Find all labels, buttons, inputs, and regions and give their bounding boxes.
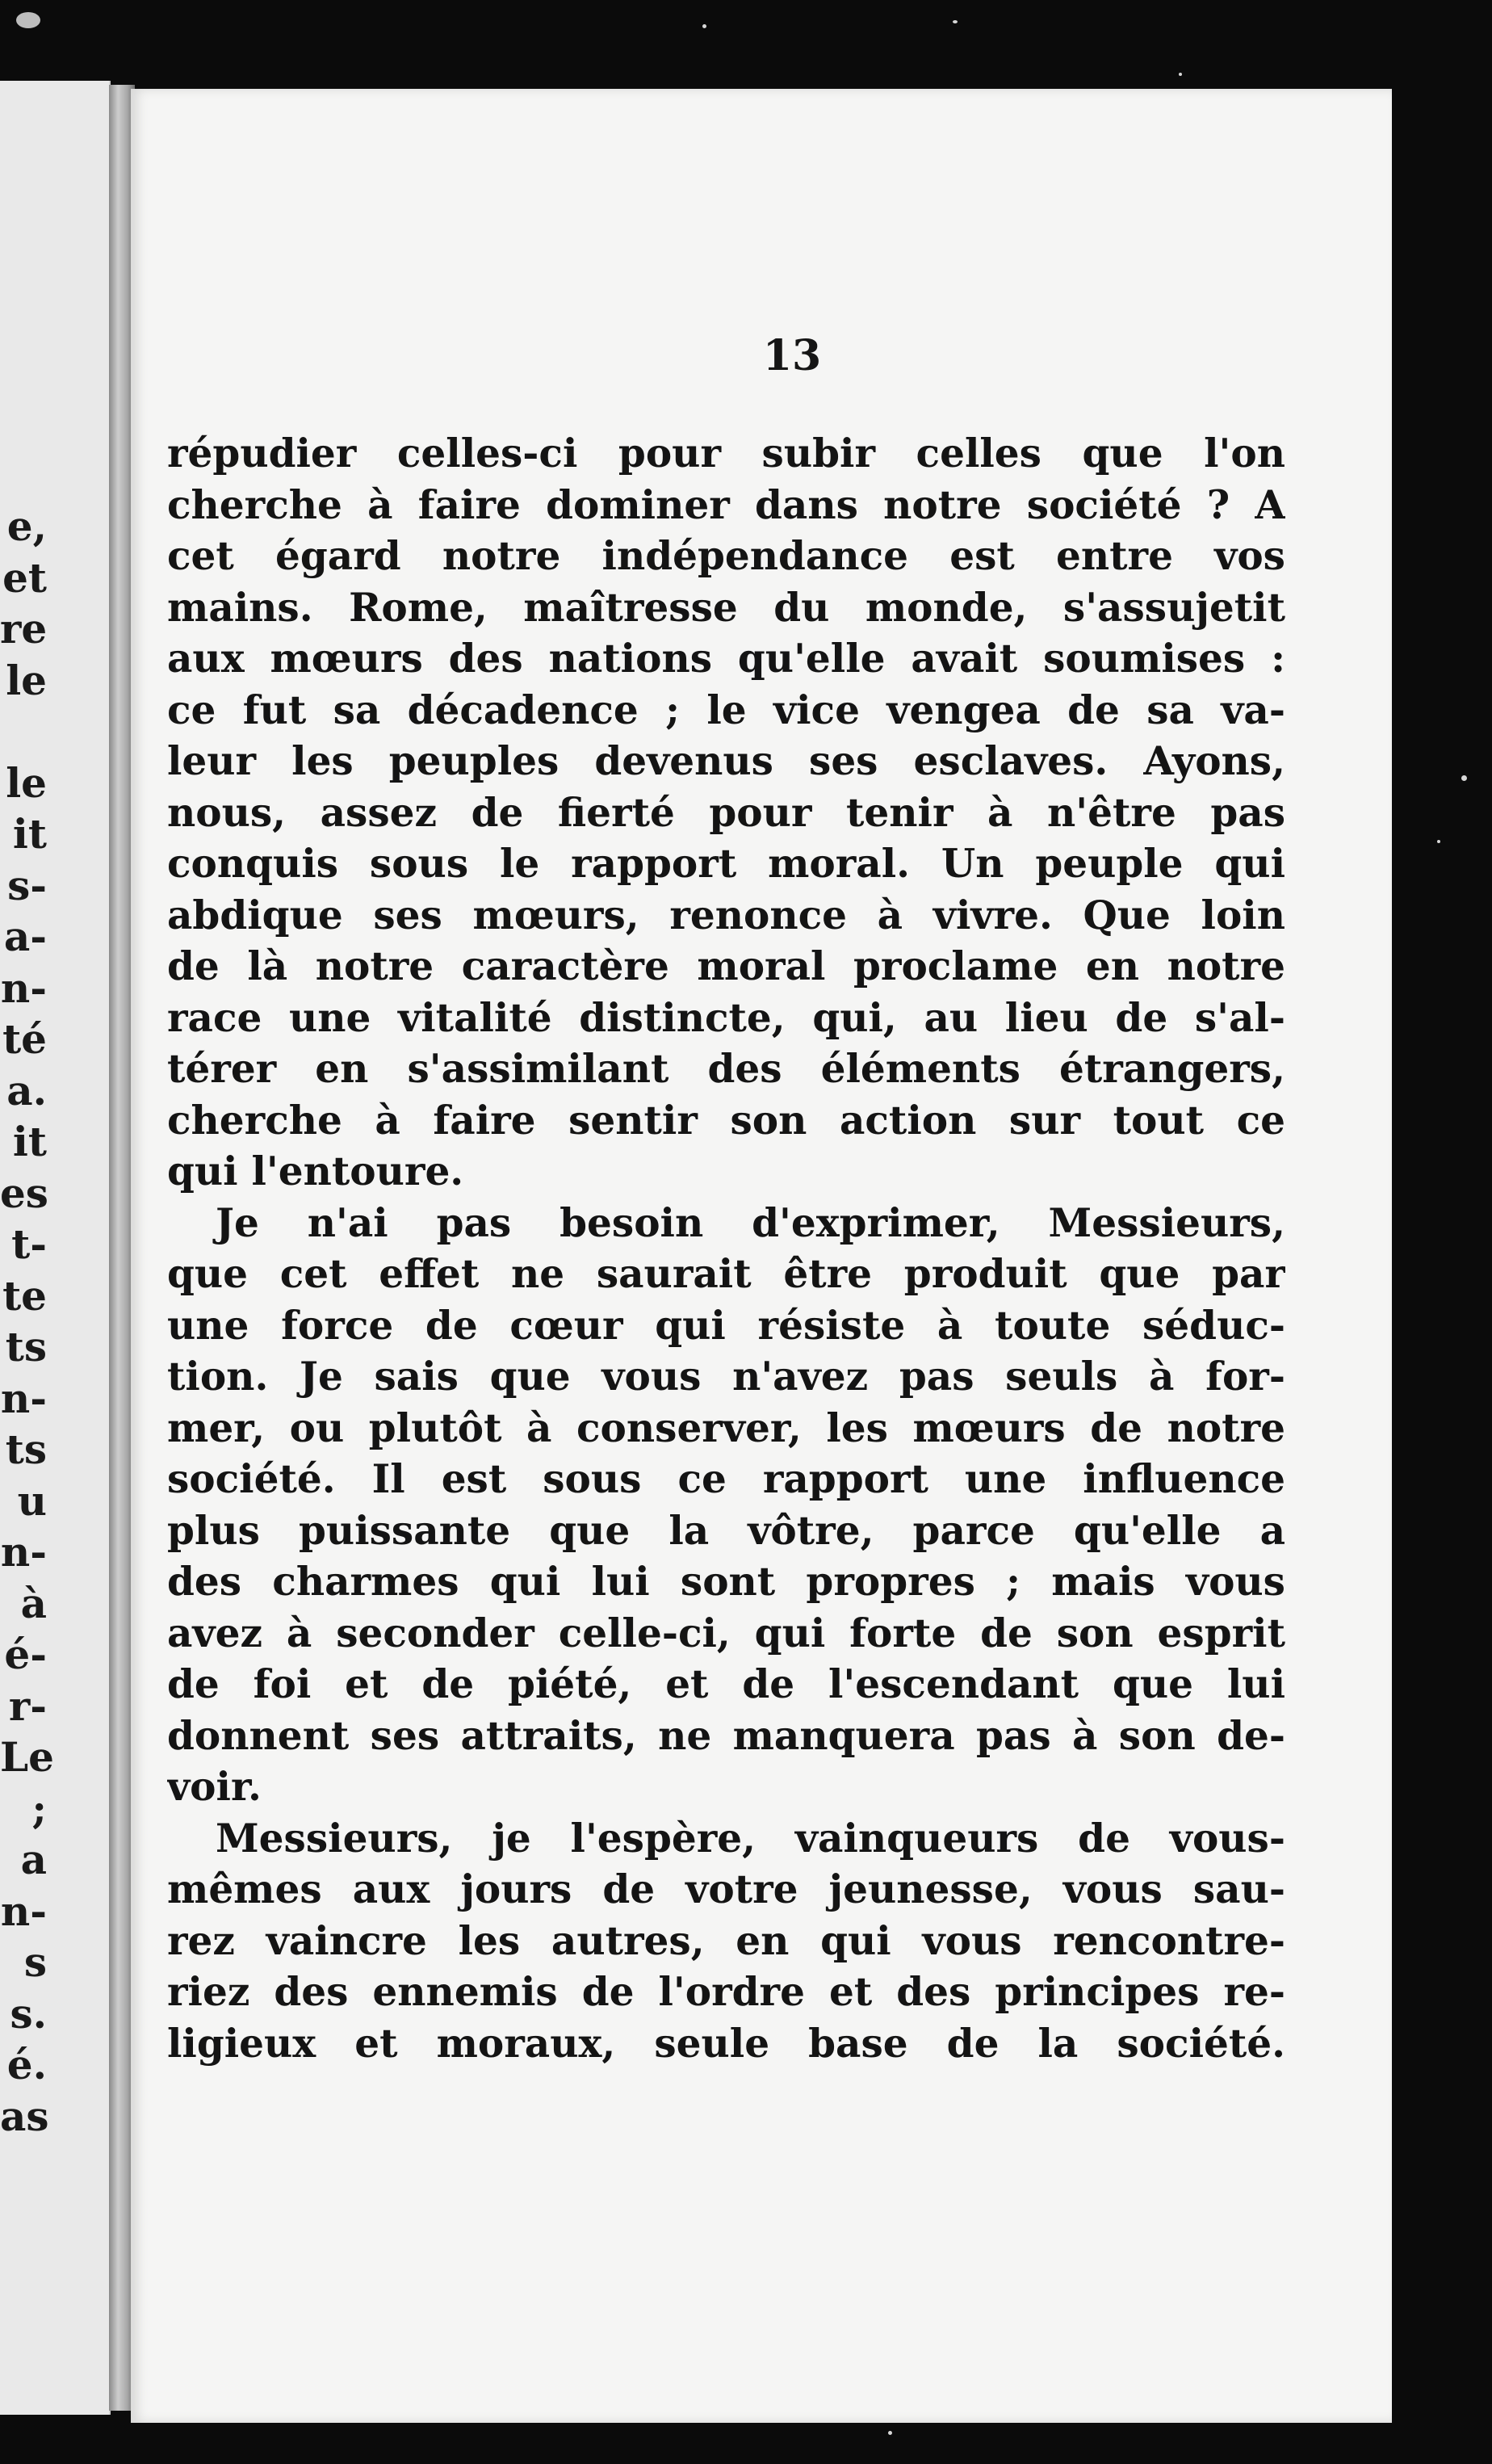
text-line: donnent ses attraits, ne manquera pas à son de-: [167, 1712, 1285, 1759]
text-line: des charmes qui lui sont propres ; mais vous: [167, 1559, 1285, 1605]
text-line: mer, ou plutôt à conserver, les mœurs de notre: [167, 1404, 1285, 1451]
previous-page-fragment: re: [0, 605, 48, 653]
previous-page-fragment: n-: [0, 1887, 47, 1935]
text-line: qui l'entoure.: [167, 1148, 464, 1194]
text-line: répudier celles-ci pour subir celles que l'on: [167, 430, 1285, 476]
previous-page-fragment: e,: [6, 502, 47, 550]
text-line: mains. Rome, maîtresse du monde, s'assujetit: [167, 584, 1285, 631]
page-body-text: [167, 428, 1285, 2069]
paragraph-1: [167, 428, 1285, 1198]
previous-page-fragment: à: [20, 1579, 47, 1627]
previous-page-fragment: le: [6, 758, 47, 807]
previous-page-fragment: ts: [5, 1425, 47, 1473]
text-line: avez à seconder celle-ci, qui forte de son esprit: [167, 1610, 1285, 1656]
previous-page-fragment: Le: [0, 1733, 54, 1781]
text-line: ligieux et moraux, seule base de la société.: [167, 2020, 1285, 2067]
text-line: leur les peuples devenus ses esclaves. Ayons,: [167, 738, 1285, 784]
text-line: abdique ses mœurs, renonce à vivre. Que loin: [167, 892, 1285, 938]
previous-page-fragment: [0, 706, 47, 758]
scan-speck: [16, 12, 40, 28]
text-line: ce fut sa décadence ; le vice vengea de sa va-: [167, 686, 1285, 733]
previous-page-fragment: n-: [0, 963, 47, 1012]
previous-page-fragment: ;: [31, 1784, 47, 1832]
previous-page-fragment: n-: [0, 1374, 47, 1422]
text-line: nous, assez de fierté pour tenir à n'être pas: [167, 789, 1285, 836]
text-line: conquis sous le rapport moral. Un peuple qui: [167, 841, 1285, 887]
previous-page-fragment: it: [12, 1118, 47, 1165]
text-line: voir.: [167, 1764, 262, 1810]
text-line: mêmes aux jours de votre jeunesse, vous sau-: [167, 1866, 1285, 1912]
text-line: cherche à faire sentir son action sur tout ce: [167, 1097, 1285, 1144]
text-line: société. Il est sous ce rapport une influence: [167, 1456, 1285, 1502]
page-number: 13: [762, 331, 822, 380]
previous-page-fragment: n-: [0, 1528, 47, 1576]
text-line: cherche à faire dominer dans notre société ? A: [167, 481, 1285, 528]
text-line: que cet effet ne saurait être produit que par: [167, 1251, 1285, 1297]
previous-page-fragment: et: [2, 553, 47, 602]
text-line: Messieurs, je l'espère, vainqueurs de vous-: [216, 1815, 1285, 1862]
text-line: race une vitalité distincte, qui, au lieu de s'al-: [167, 994, 1285, 1041]
scan-speck: [953, 20, 958, 23]
scan-speck: [1461, 775, 1467, 781]
scan-speck: [702, 24, 706, 28]
previous-page-fragment: ts: [5, 1323, 47, 1371]
previous-page-fragment: es: [0, 1169, 48, 1217]
previous-page-fragment: s-: [7, 861, 47, 909]
previous-page-fragment: r-: [8, 1681, 47, 1730]
previous-page-fragment: té: [2, 1015, 47, 1063]
previous-page-fragment: a.: [6, 1066, 47, 1114]
previous-page-fragment: as: [0, 2092, 49, 2140]
previous-page-fragment: u: [17, 1476, 47, 1525]
previous-page-fragment: it: [12, 810, 47, 858]
text-line: de là notre caractère moral proclame en notre: [167, 943, 1285, 989]
paragraph-2: [167, 1198, 1285, 1813]
previous-page-fragment: t-: [11, 1220, 47, 1268]
text-line: riez des ennemis de l'ordre et des principes re-: [167, 1969, 1285, 2015]
text-line: tion. Je sais que vous n'avez pas seuls à for-: [167, 1354, 1285, 1400]
previous-page-fragment: é.: [6, 2041, 47, 2088]
previous-page-edge: [0, 81, 111, 2415]
previous-page-fragment: s: [23, 1938, 47, 1986]
previous-page-fragment: a: [20, 1836, 47, 1883]
scan-speck: [888, 2431, 892, 2435]
text-line: de foi et de piété, et de l'escendant que lui: [167, 1661, 1285, 1707]
previous-page-fragment: é-: [4, 1631, 47, 1678]
text-line: aux mœurs des nations qu'elle avait soumises :: [167, 636, 1285, 682]
text-line: Je n'ai pas besoin d'exprimer, Messieurs,: [216, 1199, 1285, 1246]
text-line: plus puissante que la vôtre, parce qu'elle a: [167, 1507, 1285, 1554]
previous-page-text-fragments: [0, 501, 54, 2142]
paragraph-3: [167, 1813, 1285, 2070]
previous-page-fragment: le: [6, 656, 47, 704]
text-line: térer en s'assimilant des éléments étrangers,: [167, 1046, 1285, 1092]
scan-speck: [1437, 840, 1440, 843]
previous-page-fragment: a-: [3, 913, 47, 960]
previous-page-fragment: te: [2, 1271, 47, 1320]
text-line: cet égard notre indépendance est entre vos: [167, 533, 1285, 579]
text-line: rez vaincre les autres, en qui vous rencontre-: [167, 1917, 1285, 1964]
scan-speck: [1179, 73, 1182, 76]
book-page: [131, 89, 1392, 2423]
previous-page-fragment: s.: [10, 1989, 47, 2038]
text-line: une force de cœur qui résiste à toute séduc-: [167, 1302, 1285, 1349]
